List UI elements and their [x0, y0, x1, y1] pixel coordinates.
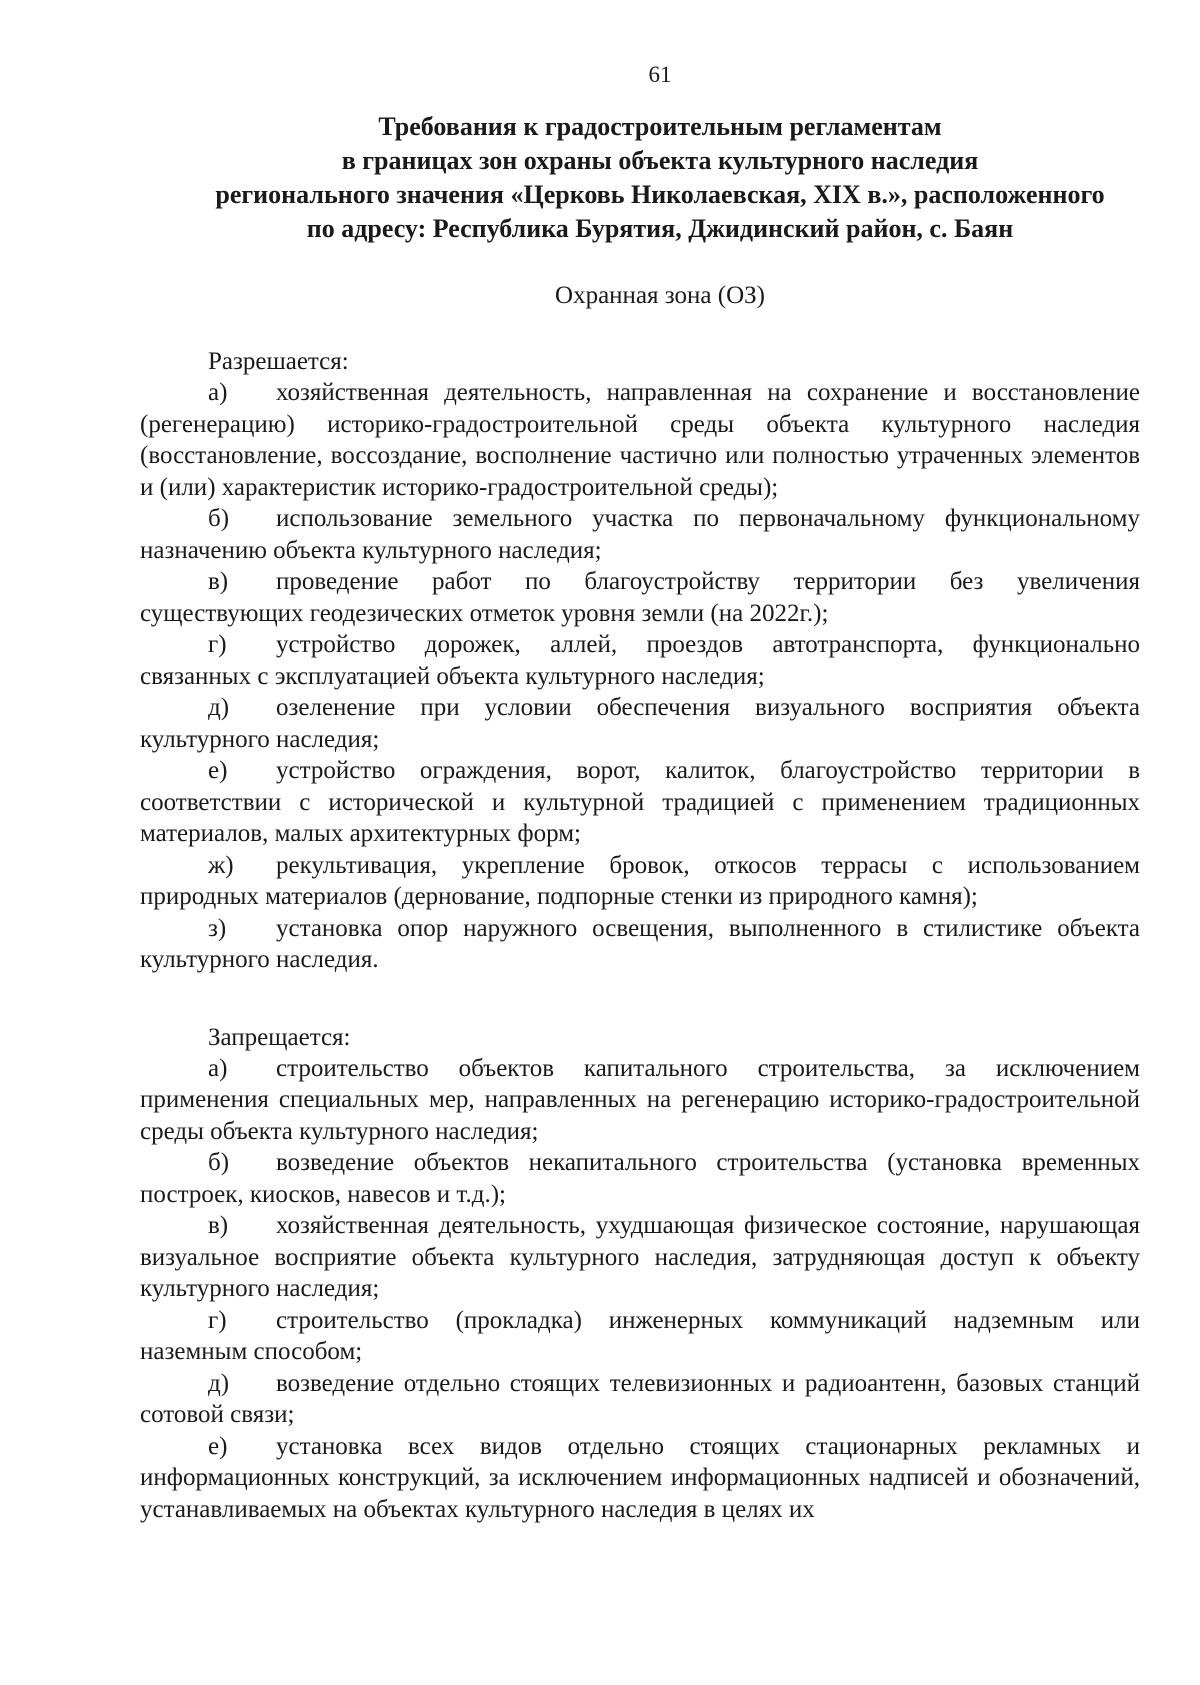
item-text: строительство объектов капитального строительства, за исключением применения специальных мер, направленных на регенерацию историко-градостроительной среды объекта культурного наследия; — [140, 1054, 1140, 1145]
section-divider-space — [140, 976, 1140, 1022]
prohibited-section — [140, 1022, 1140, 1526]
item-text: использование земельного участка по первоначальному функциональному назначению объекта культурного наследия; — [140, 505, 1140, 564]
allowed-label: Разрешается: — [208, 348, 349, 375]
item-marker: г) — [208, 631, 227, 658]
list-item — [140, 913, 1140, 976]
item-marker: е) — [208, 757, 228, 784]
prohibited-list — [140, 1053, 1140, 1526]
list-item — [140, 1305, 1140, 1368]
item-text: озеленение при условии обеспечения визуального восприятия объекта культурного наследия; — [140, 694, 1140, 753]
allowed-list — [140, 377, 1140, 976]
item-text: рекультивация, укрепление бровок, откосов террасы с использованием природных материалов (дернование, подпорные стенки из природного камня); — [140, 851, 1140, 910]
item-marker: г) — [208, 1306, 227, 1334]
document-page — [140, 62, 1140, 1525]
title-line: регионального значения «Церковь Николаевская, XIX в.», расположенного — [215, 180, 1105, 209]
item-marker: з) — [208, 914, 227, 942]
title-line: по адресу: Республика Бурятия, Джидинский район, с. Баян — [306, 214, 1014, 243]
zone-heading: Охранная зона (ОЗ) — [555, 282, 765, 309]
list-item — [140, 1431, 1140, 1526]
title-line: Требования к градостроительным регламентам — [378, 112, 942, 141]
item-marker: а) — [208, 379, 228, 406]
list-item — [140, 1147, 1140, 1210]
item-marker: в) — [208, 1212, 229, 1239]
list-item — [140, 1368, 1140, 1431]
list-item — [140, 1053, 1140, 1148]
list-item — [140, 692, 1140, 755]
list-item — [140, 629, 1140, 692]
item-text: установка всех видов отдельно стоящих стационарных рекламных и информационных конструкций, за исключением информационных надписей и обозначений, устанавливаемых на объектах культурного наследия в целях их — [140, 1432, 1140, 1523]
item-text: устройство дорожек, аллей, проездов автотранспорта, функционально связанных с эксплуатацией объекта культурного наследия; — [140, 631, 1140, 690]
item-text: строительство (прокладка) инженерных коммуникаций надземным или наземным способом; — [140, 1306, 1140, 1365]
item-text: проведение работ по благоустройству территории без увеличения существующих геодезических отметок уровня земли (на 2022г.); — [140, 568, 1140, 627]
item-text: хозяйственная деятельность, направленная на сохранение и восстановление (регенерацию) историко-градостроительной среды объекта культурного наследия (восстановление, воссоздание, восполнение частично или полностью утраченных элементов и (или) характеристик историко-градостроительной среды); — [140, 379, 1140, 501]
item-marker: д) — [208, 1369, 230, 1397]
item-marker: в) — [208, 568, 229, 595]
list-item — [140, 377, 1140, 503]
item-text: возведение отдельно стоящих телевизионных и радиоантенн, базовых станций сотовой связи; — [140, 1369, 1140, 1428]
item-marker: а) — [208, 1054, 228, 1082]
item-marker: ж) — [208, 851, 234, 879]
item-marker: б) — [208, 505, 230, 532]
page-number: 61 — [648, 62, 672, 87]
title-line: в границах зон охраны объекта культурного наследия — [341, 146, 979, 175]
item-text: устройство ограждения, ворот, калиток, благоустройство территории в соответствии с исторической и культурной традицией с применением традиционных материалов, малых архитектурных форм; — [140, 757, 1140, 847]
item-text: возведение объектов некапитального строительства (установка временных построек, киосков, навесов и т.д.); — [140, 1149, 1140, 1208]
item-text: установка опор наружного освещения, выполненного в стилистике объекта культурного наследия. — [140, 914, 1140, 973]
prohibited-label: Запрещается: — [208, 1023, 351, 1051]
item-marker: д) — [208, 694, 230, 721]
list-item — [140, 503, 1140, 566]
document-title — [140, 110, 1140, 246]
list-item — [140, 1210, 1140, 1305]
list-item — [140, 850, 1140, 913]
list-item — [140, 566, 1140, 629]
item-text: хозяйственная деятельность, ухудшающая физическое состояние, нарушающая визуальное восприятие объекта культурного наследия, затрудняющая доступ к объекту культурного наследия; — [140, 1212, 1140, 1302]
item-marker: б) — [208, 1149, 230, 1176]
list-item — [140, 755, 1140, 850]
item-marker: е) — [208, 1432, 228, 1460]
allowed-section — [140, 346, 1140, 976]
